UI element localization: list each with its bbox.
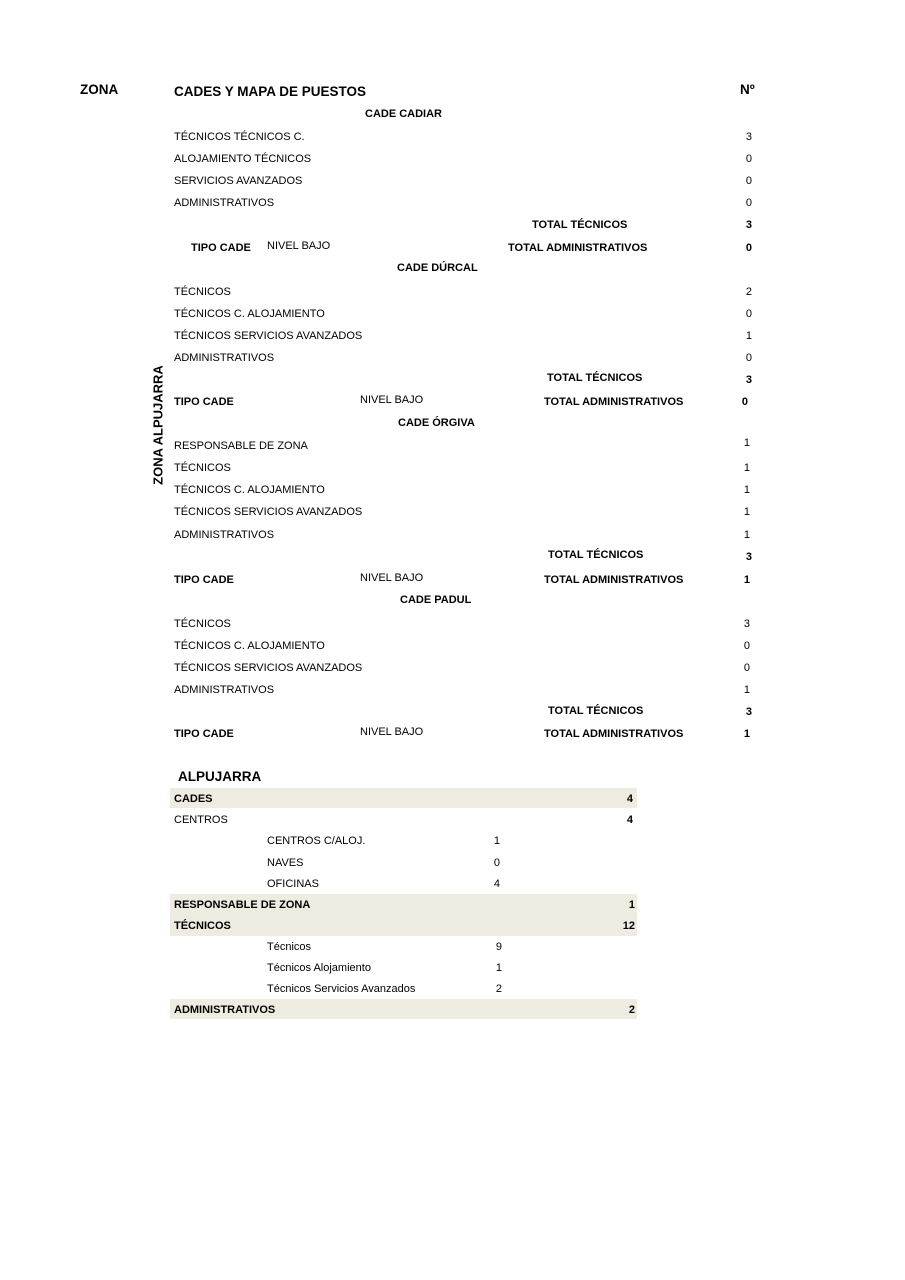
cade-title: CADE ÓRGIVA: [398, 417, 475, 429]
total-admin-label: TOTAL ADMINISTRATIVOS: [544, 728, 684, 740]
summary-sub-value: 1: [495, 962, 502, 974]
cade-row-label: TÉCNICOS SERVICIOS AVANZADOS: [174, 506, 363, 518]
nivel-value: NIVEL BAJO: [267, 240, 331, 252]
cade-row-value: 0: [745, 175, 752, 187]
total-tecnicos-value: 3: [745, 219, 752, 231]
tipo-cade-label: TIPO CADE: [174, 396, 234, 408]
page-title: CADES Y MAPA DE PUESTOS: [174, 84, 367, 99]
cade-row-label: ADMINISTRATIVOS: [174, 352, 275, 364]
cade-row-label: TÉCNICOS: [174, 286, 231, 298]
summary-administrativos-label: ADMINISTRATIVOS: [174, 1004, 276, 1016]
cade-row-value: 0: [745, 308, 752, 320]
summary-cades-value: 4: [626, 793, 633, 805]
cade-row-value: 1: [743, 684, 750, 696]
total-admin-value: 1: [743, 574, 750, 586]
summary-responsable-value: 1: [628, 899, 635, 911]
nivel-value: NIVEL BAJO: [360, 394, 424, 406]
number-header: Nº: [740, 82, 755, 97]
cade-row-value: 3: [745, 131, 752, 143]
tipo-cade-label: TIPO CADE: [191, 242, 251, 254]
cade-row-label: TÉCNICOS TÉCNICOS C.: [174, 131, 305, 143]
total-admin-label: TOTAL ADMINISTRATIVOS: [544, 574, 684, 586]
cade-row-value: 0: [743, 640, 750, 652]
cade-row-value: 0: [745, 352, 752, 364]
cade-row-value: 1: [743, 529, 750, 541]
zone-name: ZONA ALPUJARRA: [150, 365, 166, 485]
nivel-value: NIVEL BAJO: [360, 572, 424, 584]
cade-row-label: TÉCNICOS SERVICIOS AVANZADOS: [174, 662, 363, 674]
cade-title: CADE CADIAR: [365, 108, 442, 120]
summary-sub-label: Técnicos: [267, 941, 312, 953]
total-admin-label: TOTAL ADMINISTRATIVOS: [508, 242, 648, 254]
cade-row-value: 1: [743, 437, 750, 449]
summary-sub-label: NAVES: [267, 857, 304, 869]
tipo-cade-label: TIPO CADE: [174, 728, 234, 740]
summary-title: ALPUJARRA: [178, 769, 262, 784]
cade-row-value: 1: [743, 462, 750, 474]
cade-row-label: TÉCNICOS C. ALOJAMIENTO: [174, 484, 325, 496]
tipo-cade-label: TIPO CADE: [174, 574, 234, 586]
summary-cades-label: CADES: [174, 793, 213, 805]
total-admin-label: TOTAL ADMINISTRATIVOS: [544, 396, 684, 408]
cade-row-value: 1: [743, 484, 750, 496]
summary-sub-value: 2: [495, 983, 502, 995]
summary-sub-value: 4: [493, 878, 500, 890]
total-tecnicos-value: 3: [745, 551, 752, 563]
cade-title: CADE PADUL: [400, 594, 472, 606]
cade-title: CADE DÚRCAL: [397, 262, 478, 274]
summary-administrativos-value: 2: [628, 1004, 635, 1016]
total-tecnicos-label: TOTAL TÉCNICOS: [532, 219, 628, 231]
summary-sub-value: 0: [493, 857, 500, 869]
cade-row-value: 3: [743, 618, 750, 630]
summary-tecnicos-label: TÉCNICOS: [174, 920, 231, 932]
zona-header: ZONA: [80, 82, 119, 97]
summary-tecnicos-value: 12: [622, 920, 635, 932]
cade-row-label: TÉCNICOS: [174, 618, 231, 630]
cade-row-value: 0: [743, 662, 750, 674]
cade-row-value: 0: [745, 153, 752, 165]
summary-sub-label: Técnicos Servicios Avanzados: [267, 983, 416, 995]
summary-sub-label: OFICINAS: [267, 878, 319, 890]
total-tecnicos-label: TOTAL TÉCNICOS: [547, 372, 643, 384]
total-tecnicos-label: TOTAL TÉCNICOS: [548, 549, 644, 561]
total-admin-value: 0: [745, 242, 752, 254]
cade-row-label: SERVICIOS AVANZADOS: [174, 175, 303, 187]
summary-responsable-label: RESPONSABLE DE ZONA: [174, 899, 311, 911]
total-admin-value: 0: [741, 396, 748, 408]
cade-row-label: ADMINISTRATIVOS: [174, 684, 275, 696]
cade-row-value: 2: [745, 286, 752, 298]
summary-band: [170, 788, 637, 808]
summary-sub-value: 9: [495, 941, 502, 953]
cade-row-label: TÉCNICOS: [174, 462, 231, 474]
total-tecnicos-value: 3: [745, 706, 752, 718]
cade-row-value: 1: [745, 330, 752, 342]
cade-row-label: RESPONSABLE DE ZONA: [174, 440, 308, 452]
summary-sub-label: CENTROS C/ALOJ.: [267, 835, 366, 847]
summary-centros-label: CENTROS: [174, 814, 228, 826]
total-tecnicos-label: TOTAL TÉCNICOS: [548, 705, 644, 717]
cade-row-label: ALOJAMIENTO TÉCNICOS: [174, 153, 312, 165]
cade-row-value: 0: [745, 197, 752, 209]
cade-row-label: TÉCNICOS SERVICIOS AVANZADOS: [174, 330, 363, 342]
nivel-value: NIVEL BAJO: [360, 726, 424, 738]
summary-centros-value: 4: [626, 814, 633, 826]
cade-row-label: ADMINISTRATIVOS: [174, 529, 275, 541]
summary-sub-value: 1: [493, 835, 500, 847]
cade-row-label: TÉCNICOS C. ALOJAMIENTO: [174, 308, 325, 320]
cade-row-label: TÉCNICOS C. ALOJAMIENTO: [174, 640, 325, 652]
cade-row-value: 1: [743, 506, 750, 518]
summary-sub-label: Técnicos Alojamiento: [267, 962, 371, 974]
total-tecnicos-value: 3: [745, 374, 752, 386]
total-admin-value: 1: [743, 728, 750, 740]
cade-row-label: ADMINISTRATIVOS: [174, 197, 275, 209]
